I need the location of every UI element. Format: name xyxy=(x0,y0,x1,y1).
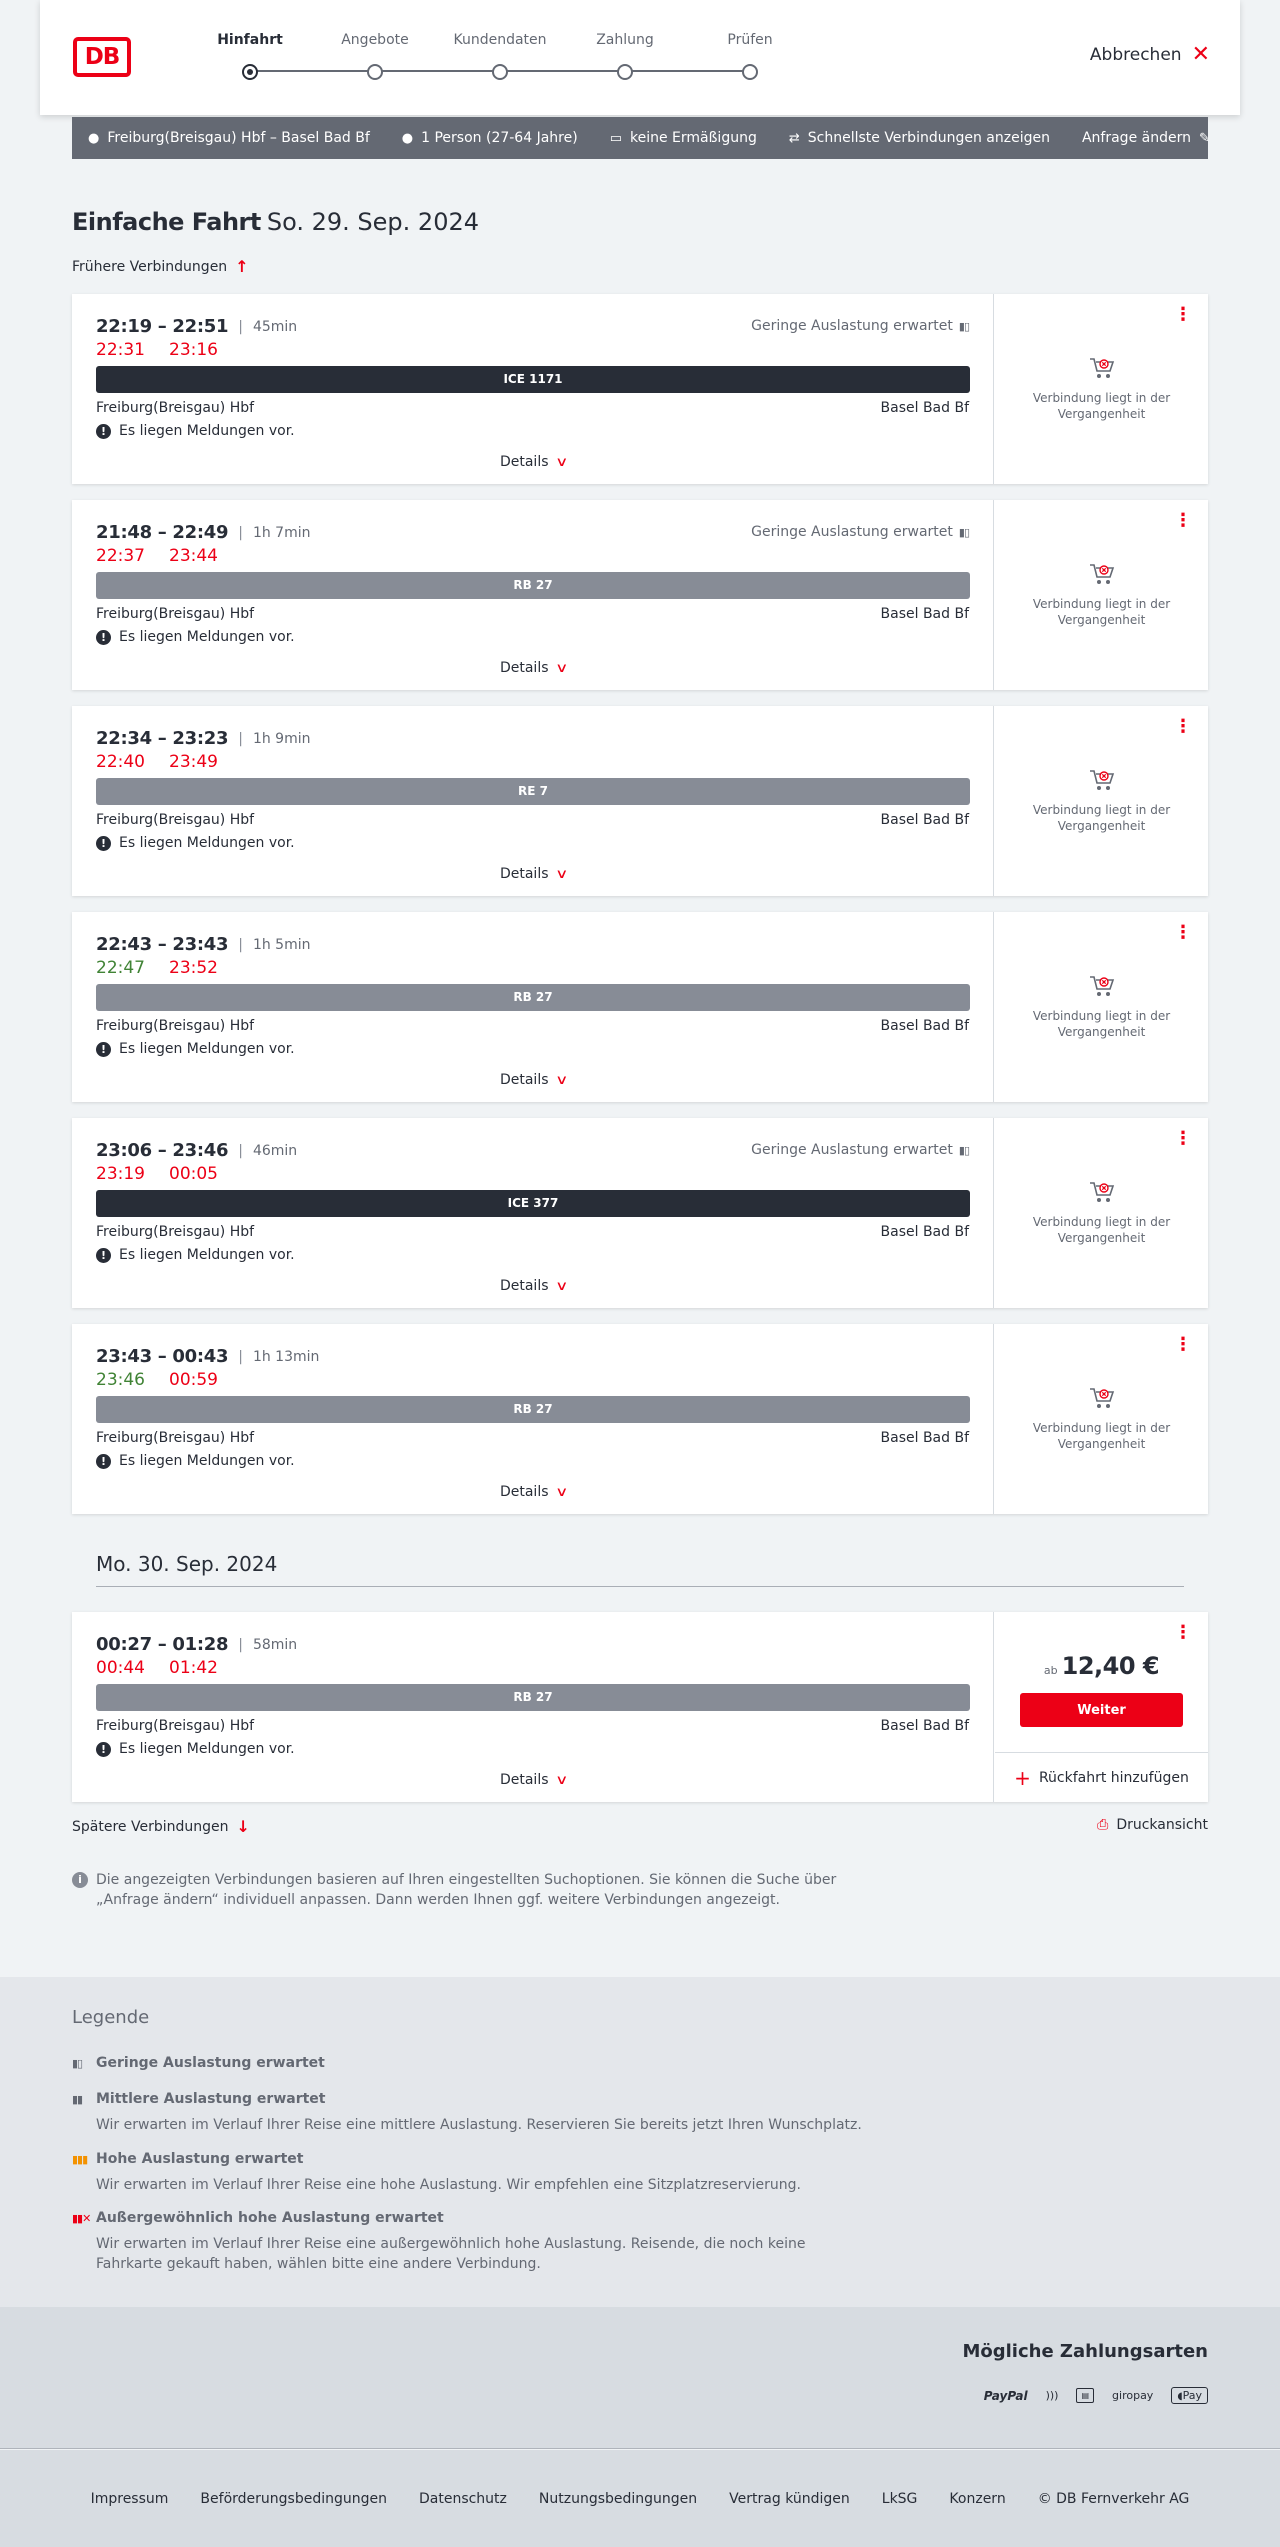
realtime-departure: 22:37 xyxy=(96,546,145,566)
connection-card[interactable] xyxy=(72,1324,1208,1514)
chevron-down-icon: ∨ xyxy=(554,867,568,882)
past-connection-note: Verbindung liegt in der Vergangenheit xyxy=(995,768,1208,834)
step-dot xyxy=(742,64,758,80)
chevron-down-icon: ∨ xyxy=(554,1279,568,1294)
past-connection-note: Verbindung liegt in der Vergangenheit xyxy=(995,974,1208,1040)
destination-station: Basel Bad Bf xyxy=(880,606,969,622)
realtime-times xyxy=(96,1370,218,1390)
connection-offer xyxy=(995,1324,1208,1514)
alert-icon: ! xyxy=(96,1454,111,1469)
realtime-departure: 00:44 xyxy=(96,1658,145,1678)
notice-message: ! Es liegen Meldungen vor. xyxy=(96,835,295,851)
connection-times: 23:43 – 00:43 | 1h 13min xyxy=(96,1346,320,1367)
destination-station: Basel Bad Bf xyxy=(880,812,969,828)
details-toggle[interactable]: Details ∨ xyxy=(499,660,568,676)
step-pruefen: Prüfen xyxy=(690,32,810,80)
train-bar[interactable]: ICE 1171 xyxy=(96,366,970,393)
footer-link-datenschutz[interactable]: Datenschutz xyxy=(418,2490,507,2507)
info-note: i Die angezeigten Verbindungen basieren auf Ihren eingestellten Suchoptionen. Sie können die Suche über „Anfrage ändern“ individuell anpassen. Dann werden Ihnen ggf. weitere Verbindungen angezeigt. xyxy=(72,1870,852,1910)
alert-icon: ! xyxy=(96,1248,111,1263)
step-dot xyxy=(617,64,633,80)
footer-link-konzern[interactable]: Konzern xyxy=(949,2490,1006,2507)
more-options-icon[interactable]: ⋮ xyxy=(1174,510,1192,531)
realtime-departure: 23:19 xyxy=(96,1164,145,1184)
train-bar[interactable]: RE 7 xyxy=(96,778,970,805)
chevron-down-icon: ∨ xyxy=(554,661,568,676)
more-options-icon[interactable]: ⋮ xyxy=(1174,922,1192,943)
cart-unavailable-icon xyxy=(1089,768,1115,792)
realtime-arrival: 23:16 xyxy=(169,340,218,360)
realtime-arrival: 00:59 xyxy=(169,1370,218,1390)
occupancy-info: Geringe Auslastung erwartet ▮▯ xyxy=(751,1142,969,1158)
connection-card[interactable] xyxy=(72,1118,1208,1308)
train-bar[interactable]: ICE 377 xyxy=(96,1190,970,1217)
connection-main xyxy=(72,1612,994,1802)
connection-times: 23:06 – 23:46 | 46min xyxy=(96,1140,298,1161)
details-toggle[interactable]: Details ∨ xyxy=(499,1484,568,1500)
cart-unavailable-icon xyxy=(1089,1386,1115,1410)
location-pin-icon: ● xyxy=(88,130,100,146)
connection-offer xyxy=(995,1612,1208,1802)
connection-card[interactable] xyxy=(72,294,1208,484)
contactless-icon: ))) xyxy=(1045,2389,1059,2402)
connection-duration: 1h 7min xyxy=(252,524,311,541)
payment-methods-section xyxy=(0,2307,1280,2449)
notice-message: ! Es liegen Meldungen vor. xyxy=(96,1741,295,1757)
realtime-times xyxy=(96,1164,218,1184)
connection-duration: 1h 9min xyxy=(252,730,311,747)
connection-duration: 46min xyxy=(252,1142,298,1159)
footer xyxy=(0,2450,1280,2547)
realtime-arrival: 01:42 xyxy=(169,1658,218,1678)
payment-icons xyxy=(984,2387,1208,2404)
cart-unavailable-icon xyxy=(1089,974,1115,998)
origin-station: Freiburg(Breisgau) Hbf xyxy=(96,606,255,622)
occupancy-info: Geringe Auslastung erwartet ▮▯ xyxy=(751,524,969,540)
realtime-times xyxy=(96,1658,218,1678)
destination-station: Basel Bad Bf xyxy=(880,1224,969,1240)
past-connection-note: Verbindung liegt in der Vergangenheit xyxy=(995,562,1208,628)
connection-main xyxy=(72,1324,994,1514)
realtime-arrival: 23:52 xyxy=(169,958,218,978)
alert-icon: ! xyxy=(96,1742,111,1757)
realtime-times xyxy=(96,752,218,772)
notice-message: ! Es liegen Meldungen vor. xyxy=(96,629,295,645)
occupancy-medium-icon: ▮▮ xyxy=(72,2092,83,2106)
legend-section xyxy=(0,1977,1280,2307)
connection-offer xyxy=(995,1118,1208,1308)
day-separator: Mo. 30. Sep. 2024 xyxy=(96,1552,1184,1587)
origin-station: Freiburg(Breisgau) Hbf xyxy=(96,1224,255,1240)
arrow-down-icon: ↓ xyxy=(236,1817,250,1836)
cart-unavailable-icon xyxy=(1089,1180,1115,1204)
details-toggle[interactable]: Details ∨ xyxy=(499,866,568,882)
connection-main xyxy=(72,500,994,690)
page-title: Einfache Fahrt So. 29. Sep. 2024 xyxy=(72,208,479,236)
details-toggle[interactable]: Details ∨ xyxy=(499,1278,568,1294)
legend-title: Legende xyxy=(72,2007,150,2028)
occupancy-low-icon: ▮▯ xyxy=(958,319,969,333)
arrow-up-icon: ↑ xyxy=(235,257,249,276)
realtime-departure: 22:47 xyxy=(96,958,145,978)
connection-offer xyxy=(995,500,1208,690)
connection-duration: 58min xyxy=(252,1636,298,1653)
alert-icon: ! xyxy=(96,836,111,851)
connection-card[interactable] xyxy=(72,500,1208,690)
origin-station: Freiburg(Breisgau) Hbf xyxy=(96,1430,255,1446)
legend-item-medium: ▮▮ Mittlere Auslastung erwartet Wir erwarten im Verlauf Ihrer Reise eine mittlere Auslastung. Reservieren Sie bereits jetzt Ihren Wunschplatz. xyxy=(72,2091,862,2133)
chevron-down-icon: ∨ xyxy=(554,455,568,470)
alert-icon: ! xyxy=(96,630,111,645)
notice-message: ! Es liegen Meldungen vor. xyxy=(96,1247,295,1263)
step-dot xyxy=(492,64,508,80)
continue-button[interactable]: Weiter xyxy=(1020,1693,1183,1727)
legend-item-low: ▮▯ Geringe Auslastung erwartet xyxy=(72,2055,325,2071)
more-options-icon[interactable]: ⋮ xyxy=(1174,304,1192,325)
paypal-icon: PayPal xyxy=(983,2388,1028,2403)
destination-station: Basel Bad Bf xyxy=(880,1718,969,1734)
info-icon: i xyxy=(72,1872,88,1888)
details-toggle[interactable]: Details ∨ xyxy=(499,1772,568,1788)
details-toggle[interactable]: Details ∨ xyxy=(499,1072,568,1088)
connection-main xyxy=(72,294,994,484)
earlier-connections-link[interactable]: Frühere Verbindungen ↑ xyxy=(72,257,249,276)
train-bar[interactable]: RB 27 xyxy=(96,572,970,599)
train-bar[interactable]: RB 27 xyxy=(96,984,970,1011)
bahncard-icon: ▭ xyxy=(609,130,622,146)
connection-times: 22:43 – 23:43 | 1h 5min xyxy=(96,934,311,955)
payment-title: Mögliche Zahlungsarten xyxy=(962,2341,1208,2362)
origin-station: Freiburg(Breisgau) Hbf xyxy=(96,812,255,828)
realtime-departure: 22:40 xyxy=(96,752,145,772)
header xyxy=(40,0,1240,115)
destination-station: Basel Bad Bf xyxy=(880,1018,969,1034)
occupancy-low-icon: ▮▯ xyxy=(72,2056,83,2070)
chevron-down-icon: ∨ xyxy=(554,1073,568,1088)
connection-card[interactable] xyxy=(72,1612,1208,1802)
realtime-arrival: 23:44 xyxy=(169,546,218,566)
origin-station: Freiburg(Breisgau) Hbf xyxy=(96,1718,255,1734)
summary-option: ⇄ Schnellste Verbindungen anzeigen xyxy=(788,130,1050,146)
connection-offer xyxy=(995,706,1208,896)
db-logo[interactable]: DB xyxy=(73,37,131,77)
more-options-icon[interactable]: ⋮ xyxy=(1174,716,1192,737)
connection-times: 22:19 – 22:51 | 45min xyxy=(96,316,298,337)
connection-duration: 1h 13min xyxy=(252,1348,320,1365)
later-connections-link[interactable]: Spätere Verbindungen ↓ xyxy=(72,1817,250,1836)
cart-unavailable-icon xyxy=(1089,356,1115,380)
connection-main xyxy=(72,1118,994,1308)
apple-pay-icon: ◖Pay xyxy=(1171,2387,1208,2404)
occupancy-high-icon: ▮▮▮ xyxy=(72,2152,88,2166)
plus-icon: + xyxy=(1014,1765,1031,1790)
booking-stepper xyxy=(190,32,773,82)
swap-arrows-icon: ⇄ xyxy=(788,130,800,146)
origin-station: Freiburg(Breisgau) Hbf xyxy=(96,1018,255,1034)
realtime-departure: 22:31 xyxy=(96,340,145,360)
realtime-times xyxy=(96,546,218,566)
step-zahlung: Zahlung xyxy=(565,32,685,80)
past-connection-note: Verbindung liegt in der Vergangenheit xyxy=(995,356,1208,422)
step-kundendaten: Kundendaten xyxy=(440,32,560,80)
connection-duration: 45min xyxy=(252,318,298,335)
connection-times: 22:34 – 23:23 | 1h 9min xyxy=(96,728,311,749)
connection-card[interactable] xyxy=(72,912,1208,1102)
print-view-link[interactable]: ⎙ Druckansicht xyxy=(1097,1817,1208,1833)
printer-icon: ⎙ xyxy=(1097,1817,1109,1833)
connection-card[interactable] xyxy=(72,706,1208,896)
connection-main xyxy=(72,912,994,1102)
add-return-button[interactable]: + Rückfahrt hinzufügen xyxy=(995,1752,1208,1802)
footer-copyright: © DB Fernverkehr AG xyxy=(1037,2490,1190,2507)
past-connection-note: Verbindung liegt in der Vergangenheit xyxy=(995,1180,1208,1246)
more-options-icon[interactable]: ⋮ xyxy=(1174,1622,1192,1643)
alert-icon: ! xyxy=(96,424,111,439)
footer-link-lksg[interactable]: LkSG xyxy=(881,2490,918,2507)
connection-offer xyxy=(995,294,1208,484)
change-request-button[interactable]: Anfrage ändern ✎ xyxy=(1081,130,1210,146)
details-toggle[interactable]: Details ∨ xyxy=(499,454,568,470)
summary-discount: ▭ keine Ermäßigung xyxy=(609,130,757,146)
origin-station: Freiburg(Breisgau) Hbf xyxy=(96,400,255,416)
realtime-arrival: 00:05 xyxy=(169,1164,218,1184)
footer-link-nutzungsbedingungen[interactable]: Nutzungsbedingungen xyxy=(538,2490,698,2507)
realtime-arrival: 23:49 xyxy=(169,752,218,772)
legend-item-very-high: ▮▮✕ Außergewöhnlich hohe Auslastung erwartet Wir erwarten im Verlauf Ihrer Reise eine außergewöhnlich hohe Auslastung. Reisende, die noch keine Fahrkarte gekauft haben, wählen bitte eine andere Verbindung. xyxy=(72,2210,806,2272)
price: ab 12,40 € xyxy=(1043,1652,1160,1680)
realtime-times xyxy=(96,958,218,978)
search-summary-bar xyxy=(72,117,1208,159)
chevron-down-icon: ∨ xyxy=(554,1485,568,1500)
legend-item-high: ▮▮▮ Hohe Auslastung erwartet Wir erwarten im Verlauf Ihrer Reise eine hohe Auslastung. Wir empfehlen eine Sitzplatzreservierung. xyxy=(72,2151,801,2193)
notice-message: ! Es liegen Meldungen vor. xyxy=(96,423,295,439)
occupancy-very-high-icon: ▮▮✕ xyxy=(72,2211,91,2225)
connection-offer xyxy=(995,912,1208,1102)
destination-station: Basel Bad Bf xyxy=(880,400,969,416)
alert-icon: ! xyxy=(96,1042,111,1057)
chevron-down-icon: ∨ xyxy=(554,1773,568,1788)
sepa-icon: ▤ xyxy=(1076,2388,1094,2403)
more-options-icon[interactable]: ⋮ xyxy=(1174,1128,1192,1149)
close-icon: ✕ xyxy=(1191,42,1210,67)
connection-times: 21:48 – 22:49 | 1h 7min xyxy=(96,522,311,543)
connection-main xyxy=(72,706,994,896)
step-dot xyxy=(242,64,258,80)
footer-link-vertrag-kuendigen[interactable]: Vertrag kündigen xyxy=(729,2490,850,2507)
person-icon: ● xyxy=(401,130,414,146)
realtime-times xyxy=(96,340,218,360)
realtime-departure: 23:46 xyxy=(96,1370,145,1390)
step-dot xyxy=(367,64,383,80)
notice-message: ! Es liegen Meldungen vor. xyxy=(96,1041,295,1057)
step-hinfahrt: Hinfahrt xyxy=(190,32,310,80)
destination-station: Basel Bad Bf xyxy=(880,1430,969,1446)
train-bar[interactable]: RB 27 xyxy=(96,1396,970,1423)
connection-times: 00:27 – 01:28 | 58min xyxy=(96,1634,298,1655)
summary-passengers: ● 1 Person (27-64 Jahre) xyxy=(401,130,578,146)
notice-message: ! Es liegen Meldungen vor. xyxy=(96,1453,295,1469)
occupancy-low-icon: ▮▯ xyxy=(958,1143,969,1157)
cancel-button[interactable]: Abbrechen ✕ xyxy=(1089,42,1210,67)
giropay-icon: giropay xyxy=(1112,2389,1154,2402)
occupancy-info: Geringe Auslastung erwartet ▮▯ xyxy=(751,318,969,334)
train-bar[interactable]: RB 27 xyxy=(96,1684,970,1711)
footer-link-impressum[interactable]: Impressum xyxy=(90,2490,169,2507)
summary-route: ● Freiburg(Breisgau) Hbf – Basel Bad Bf xyxy=(88,130,370,146)
past-connection-note: Verbindung liegt in der Vergangenheit xyxy=(995,1386,1208,1452)
connection-duration: 1h 5min xyxy=(252,936,311,953)
step-angebote: Angebote xyxy=(315,32,435,80)
footer-link-befoerderungsbedingungen[interactable]: Beförderungsbedingungen xyxy=(200,2490,387,2507)
more-options-icon[interactable]: ⋮ xyxy=(1174,1334,1192,1355)
cart-unavailable-icon xyxy=(1089,562,1115,586)
occupancy-low-icon: ▮▯ xyxy=(958,525,969,539)
pencil-icon: ✎ xyxy=(1198,130,1210,146)
